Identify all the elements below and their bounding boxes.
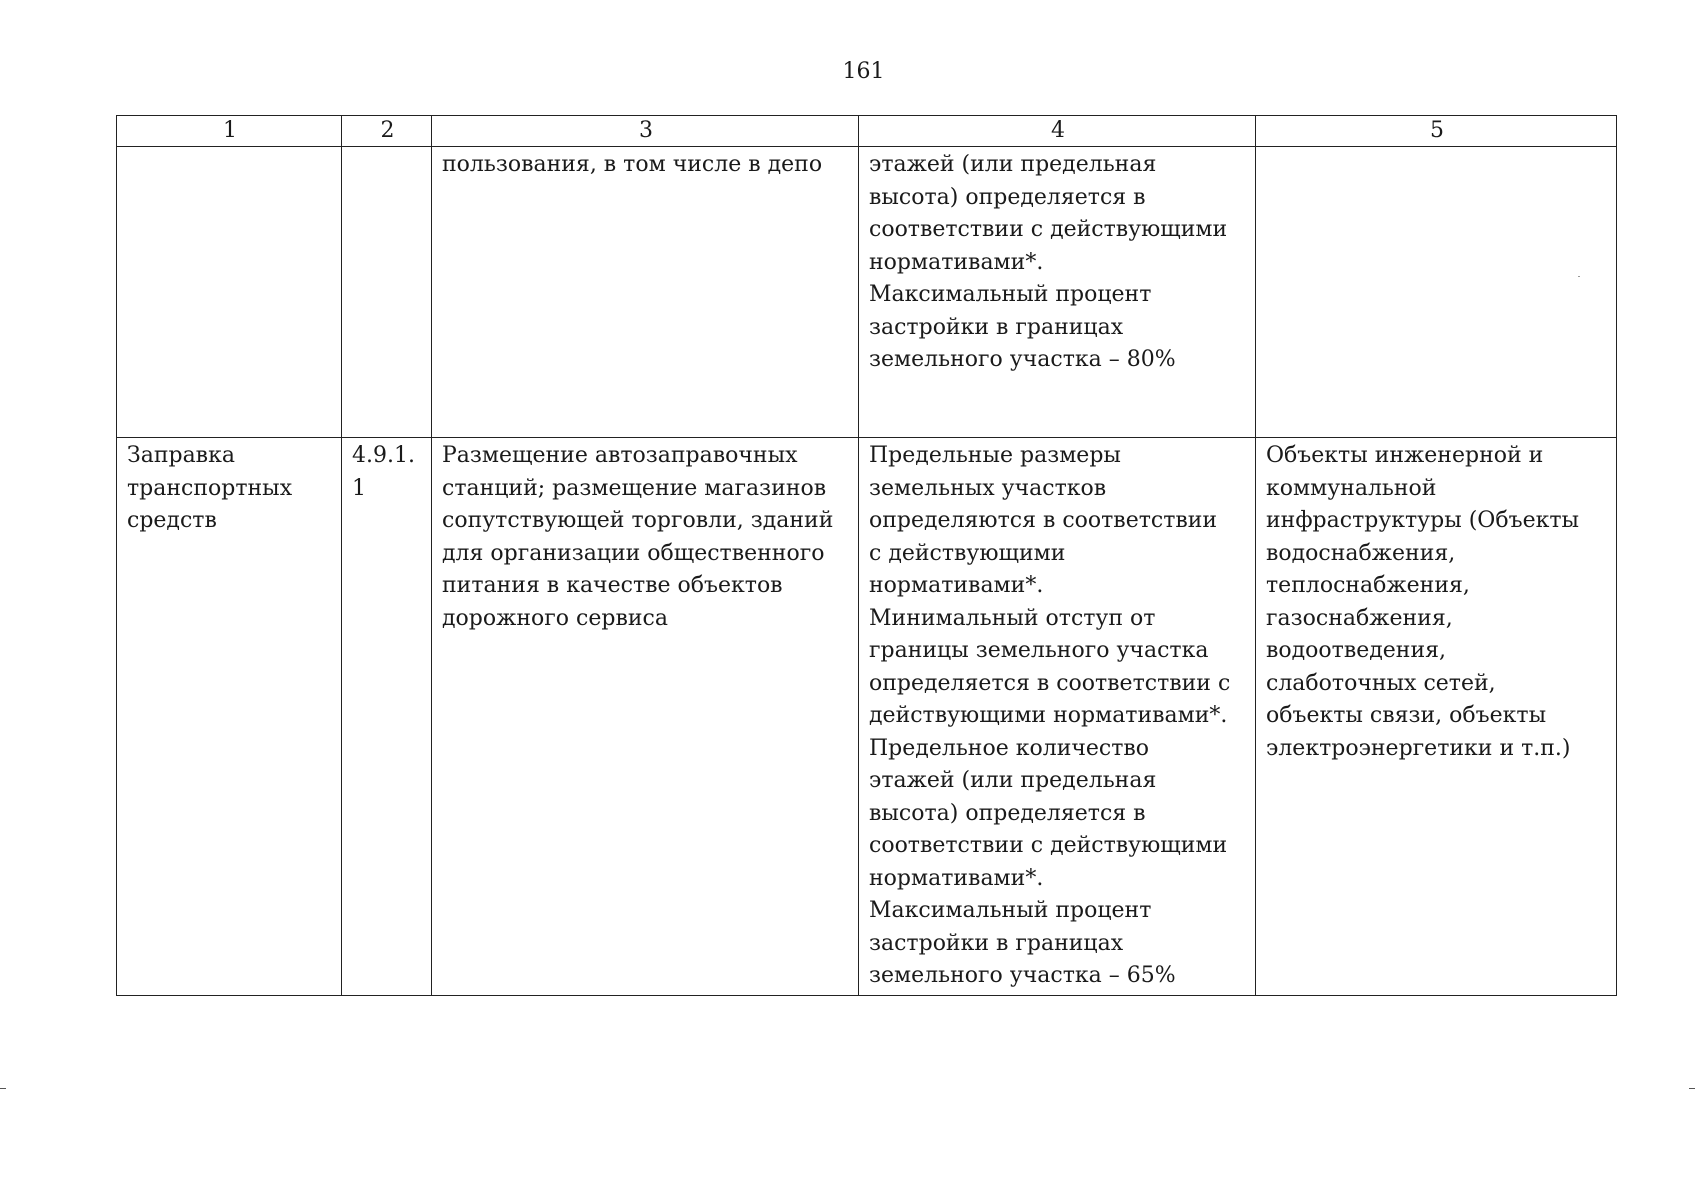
cell-auxiliary-uses [1256,147,1617,438]
cell-text-line: объекты связи, объекты [1266,703,1547,728]
cell-text-line: теплоснабжения, [1266,573,1470,598]
cell-text-line: транспортных [127,475,293,501]
cell-text-line: Максимальный процент [869,282,1152,307]
cell-text-line: земельного участка – 80% [869,347,1176,372]
cell-land-use-name [117,438,342,996]
cell-text-line: соответствии с действующими [869,833,1228,858]
cell-text-line: земельных участков [869,475,1107,501]
cell-text-line: высота) определяется в [869,184,1146,210]
cell-text-line: нормативами*. [869,573,1044,598]
cell-text-line: этажей (или предельная [869,768,1157,793]
table-row-continuation [117,147,1617,438]
cell-text-line: дорожного сервиса [442,605,668,631]
cell-text-line: нормативами*. [869,249,1044,275]
cell-parameters [859,147,1256,438]
cell-text-line: застройки в границах [869,314,1124,340]
cell-text-line: с действующими [869,540,1066,566]
cell-text-line: действующими нормативами*. [869,703,1228,728]
cell-text-line: средств [127,508,217,533]
cell-text-line: земельного участка – 65% [869,963,1176,988]
cell-use-description [432,147,859,438]
page-number: 161 [842,59,885,84]
scan-margin-mark-left [0,1088,6,1089]
cell-auxiliary-uses [1256,438,1617,996]
column-header-2: 2 [342,116,432,147]
cell-text-line: этажей (или предельная [869,152,1157,177]
cell-text-line: газоснабжения, [1266,605,1453,631]
column-header-5: 5 [1256,116,1617,147]
table-row-fuel-station [117,438,1617,996]
table-header-row [117,116,1617,147]
cell-text-line: нормативами*. [869,865,1044,891]
cell-text-line: для организации общественного [442,540,825,566]
cell-use-description [432,438,859,996]
column-header-1: 1 [117,116,342,147]
cell-text-line: станций; размещение магазинов [442,475,827,501]
cell-text-line: водоснабжения, [1266,540,1456,566]
cell-parameters [859,438,1256,996]
cell-use-code [342,147,432,438]
cell-text-line: Объекты инженерной и [1266,443,1544,468]
column-header-4: 4 [859,116,1256,147]
cell-text-line: водоотведения, [1266,638,1447,663]
cell-text-line: застройки в границах [869,930,1124,956]
cell-text-line: инфраструктуры (Объекты [1266,508,1580,533]
column-header-3: 3 [432,116,859,147]
cell-use-code [342,438,432,996]
scan-speck [1578,276,1580,277]
cell-text-line: определяется в соответствии с [869,670,1231,696]
cell-text-line: сопутствующей торговли, зданий [442,508,834,533]
cell-text-line: слаботочных сетей, [1266,670,1496,696]
cell-text-line: определяются в соответствии [869,508,1218,533]
cell-text-line: высота) определяется в [869,800,1146,826]
cell-text-line: Размещение автозаправочных [442,443,798,468]
cell-text-line: электроэнергетики и т.п.) [1266,735,1571,761]
cell-text-line: Предельное количество [869,735,1150,761]
cell-text-line: 4.9.1. [352,443,415,468]
cell-text-line: 1 [352,475,366,501]
cell-text-line: Минимальный отступ от [869,605,1156,631]
cell-text-line: Предельные размеры [869,443,1121,468]
zoning-table [116,115,1617,996]
cell-text-line: Максимальный процент [869,898,1152,923]
cell-text-line: соответствии с действующими [869,217,1228,242]
cell-text-line: коммунальной [1266,475,1437,501]
cell-text-line: питания в качестве объектов [442,573,783,598]
cell-text-line: Заправка [127,443,235,468]
cell-text-line: пользования, в том числе в депо [442,152,823,177]
cell-land-use-name [117,147,342,438]
cell-text-line: границы земельного участка [869,638,1209,663]
scan-margin-mark-right [1689,1088,1695,1089]
